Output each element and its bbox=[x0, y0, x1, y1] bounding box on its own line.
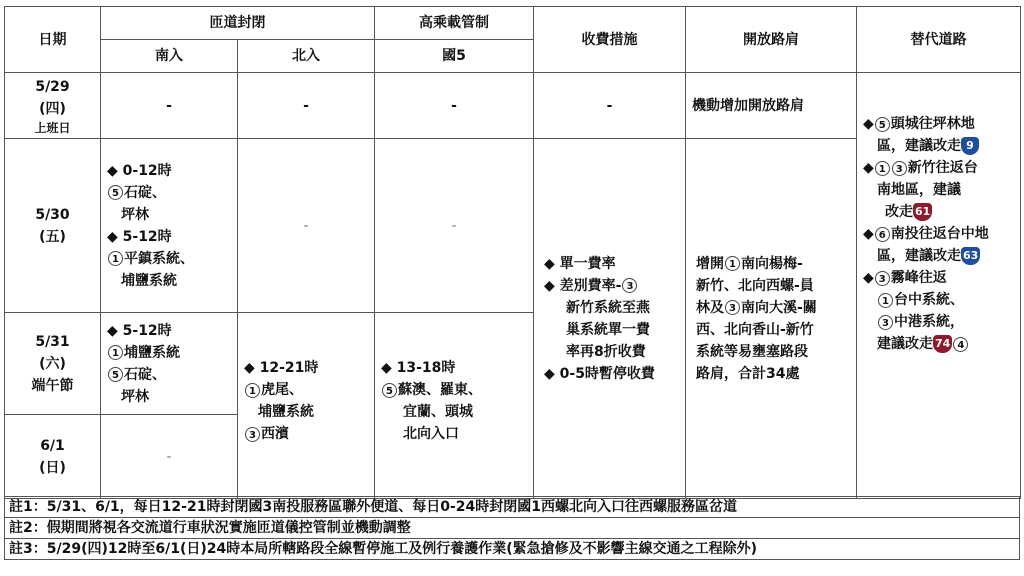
date-weekday: (六) bbox=[39, 355, 66, 372]
open-text: 西、北向香山-新竹 bbox=[696, 321, 814, 338]
open-shoulder-cell bbox=[686, 139, 857, 499]
route-marker: 1 bbox=[245, 383, 260, 398]
ramp-south-0530: ◆ 0-12時 5 石碇、 坪林 ◆ 5-12時 1 平鎮系統、 埔鹽系統 bbox=[101, 139, 238, 313]
date-note: 端午節 bbox=[31, 377, 74, 394]
route-marker: 5 bbox=[108, 185, 123, 200]
route-marker: 3 bbox=[245, 427, 260, 442]
date-cell-0529 bbox=[5, 73, 101, 139]
route-marker: 1 bbox=[725, 256, 740, 271]
ramp-name: 埔鹽系統 bbox=[124, 344, 180, 361]
time-range: 13-18時 bbox=[396, 360, 456, 376]
route-marker: 3 bbox=[622, 278, 637, 293]
hov-0531: ◆ 13-18時 5 蘇澳、羅東、 宜蘭、頭城 北向入口 bbox=[375, 313, 534, 499]
notes-section bbox=[4, 496, 1020, 560]
alt-text: 南地區，建議 bbox=[877, 182, 961, 198]
toll-measures-cell: ◆ 單一費率 ◆ 差別費率- 3 新竹系統至燕 巢系統單一費 率再8折收費 ◆ 0-5時暫停收費 bbox=[534, 139, 686, 499]
route-marker: 1 bbox=[108, 251, 123, 266]
open-shoulder-text: 機動增加開放路肩 bbox=[692, 97, 804, 114]
ramp-south-0601: - bbox=[101, 415, 238, 499]
header-toll: 收費措施 bbox=[534, 7, 686, 73]
toll-text: 巢系統單一費 bbox=[566, 321, 650, 338]
route-marker: 5 bbox=[875, 117, 890, 132]
highway-shield-icon: 74 bbox=[933, 335, 952, 353]
ramp-name: 西濱 bbox=[261, 426, 289, 442]
ramp-name: 石碇、 bbox=[124, 366, 166, 383]
ramp-name: 埔鹽系統 bbox=[121, 272, 177, 289]
open-text: 系統等易壅塞路段 bbox=[696, 343, 808, 360]
date-weekday: (五) bbox=[39, 228, 66, 245]
open-text: 南向大溪-關 bbox=[741, 299, 817, 316]
ramp-name: 蘇澳、羅東、 bbox=[398, 382, 482, 398]
ramp-north-0529: - bbox=[238, 73, 375, 139]
open-shoulder-0529 bbox=[686, 73, 857, 139]
toll-0529: - bbox=[534, 73, 686, 139]
header-hov: 高乘載管制 bbox=[375, 7, 534, 40]
route-marker: 3 bbox=[892, 161, 907, 176]
route-marker: 1 bbox=[878, 293, 893, 308]
highway-shield-icon: 9 bbox=[961, 137, 979, 155]
alt-text: 新竹往返台 bbox=[907, 160, 978, 176]
header-ramp-closure: 匝道封閉 bbox=[101, 7, 375, 40]
date-cell-0531 bbox=[5, 313, 101, 415]
route-marker: 1 bbox=[108, 345, 123, 360]
alt-text: 台中系統、 bbox=[894, 292, 964, 308]
open-text: 路肩，合計34處 bbox=[696, 365, 800, 382]
toll-text: 新竹系統至燕 bbox=[566, 299, 650, 316]
date-note: 上班日 bbox=[34, 120, 71, 135]
date-value: 5/31 bbox=[35, 333, 70, 350]
time-range: 12-21時 bbox=[259, 360, 319, 376]
highway-shield-icon: 61 bbox=[913, 203, 932, 221]
date-weekday: (四) bbox=[39, 100, 66, 117]
header-open-shoulder: 開放路肩 bbox=[686, 7, 857, 73]
ramp-name: 北向入口 bbox=[403, 426, 459, 442]
ramp-south-0529: - bbox=[101, 73, 238, 139]
route-marker: 1 bbox=[875, 161, 890, 176]
header-date: 日期 bbox=[5, 7, 101, 73]
toll-text: 單一費率 bbox=[559, 255, 616, 272]
ramp-name: 坪林 bbox=[121, 388, 149, 405]
note-3: 註3：5/29(四)12時至6/1(日)24時本局所轄路段全線暫停施工及例行養護作業(緊急搶修及不影響主線交通之工程除外) bbox=[9, 541, 758, 557]
open-text: 增開 bbox=[696, 255, 724, 272]
route-marker: 3 bbox=[875, 271, 890, 286]
route-marker: 6 bbox=[875, 227, 890, 242]
date-value: 6/1 bbox=[40, 437, 65, 454]
header-alt-route: 替代道路 bbox=[857, 7, 1021, 73]
date-value: 5/29 bbox=[35, 78, 70, 95]
header-ramp-north: 北入 bbox=[238, 40, 375, 73]
route-marker: 3 bbox=[878, 315, 893, 330]
ramp-south-0531: ◆ 5-12時 1 埔鹽系統 5 石碇、 坪林 bbox=[101, 313, 238, 415]
ramp-name: 埔鹽系統 bbox=[258, 404, 314, 420]
toll-text: 0-5時暫停收費 bbox=[559, 365, 655, 382]
header-ramp-south: 南入 bbox=[101, 40, 238, 73]
open-text: 新竹、北向西螺-員 bbox=[696, 277, 814, 294]
open-text: 林及 bbox=[696, 299, 724, 316]
time-range: 0-12時 bbox=[122, 162, 172, 179]
toll-text: 差別費率- bbox=[559, 277, 622, 294]
hov-0530: - bbox=[375, 139, 534, 313]
alt-text: 區，建議改走 bbox=[877, 138, 961, 154]
schedule-table bbox=[4, 6, 1021, 499]
route-marker: 5 bbox=[108, 367, 123, 382]
time-range: 5-12時 bbox=[122, 322, 172, 339]
date-cell-0530 bbox=[5, 139, 101, 313]
date-weekday: (日) bbox=[39, 459, 66, 476]
alt-text: 霧峰往返 bbox=[890, 270, 947, 286]
ramp-north-0530: - bbox=[238, 139, 375, 313]
note-1: 註1：5/31、6/1，每日12-21時封閉國3南投服務區聯外便道、每日0-24時封閉國1西螺北向入口往西螺服務區岔道 bbox=[5, 497, 1019, 518]
route-marker: 5 bbox=[382, 383, 397, 398]
date-cell-0601 bbox=[5, 415, 101, 499]
alt-text: 中港系統， bbox=[894, 314, 964, 330]
date-value: 5/30 bbox=[35, 206, 70, 223]
route-marker: 4 bbox=[953, 337, 968, 352]
hov-0529: - bbox=[375, 73, 534, 139]
ramp-name: 石碇、 bbox=[124, 184, 166, 201]
alt-text: 建議改走 bbox=[877, 336, 933, 352]
ramp-north-0531: ◆ 12-21時 1 虎尾、 埔鹽系統 3 西濱 bbox=[238, 313, 375, 499]
time-range: 5-12時 bbox=[122, 228, 172, 245]
open-text: 南向楊梅- bbox=[741, 255, 803, 272]
highway-shield-icon: 63 bbox=[961, 247, 980, 265]
alt-route-cell: ◆ 5 頭城往坪林地 區，建議改走 9 ◆ 1 3 新竹往返台 南地區，建議 改走 61 ◆ 6 南投往返台中地 區，建議改走 63 ◆ 3 霧峰往返 1 台中系統、 3 中港系統， 建議改走 74 4 bbox=[857, 73, 1021, 499]
alt-text: 頭城往坪林地 bbox=[890, 116, 975, 132]
ramp-name: 坪林 bbox=[121, 206, 149, 223]
route-marker: 3 bbox=[725, 300, 740, 315]
ramp-name: 宜蘭、頭城 bbox=[403, 404, 473, 420]
note-2: 註2：假期間將視各交流道行車狀況實施匝道儀控管制並機動調整 bbox=[5, 518, 1019, 539]
alt-text: 區，建議改走 bbox=[877, 248, 961, 264]
alt-text: 改走 bbox=[885, 204, 913, 220]
header-hov-sub: 國5 bbox=[375, 40, 534, 73]
ramp-name: 平鎮系統、 bbox=[124, 250, 194, 267]
toll-text: 率再8折收費 bbox=[566, 343, 646, 360]
alt-text: 南投往返台中地 bbox=[890, 226, 989, 242]
ramp-name: 虎尾、 bbox=[261, 382, 303, 398]
